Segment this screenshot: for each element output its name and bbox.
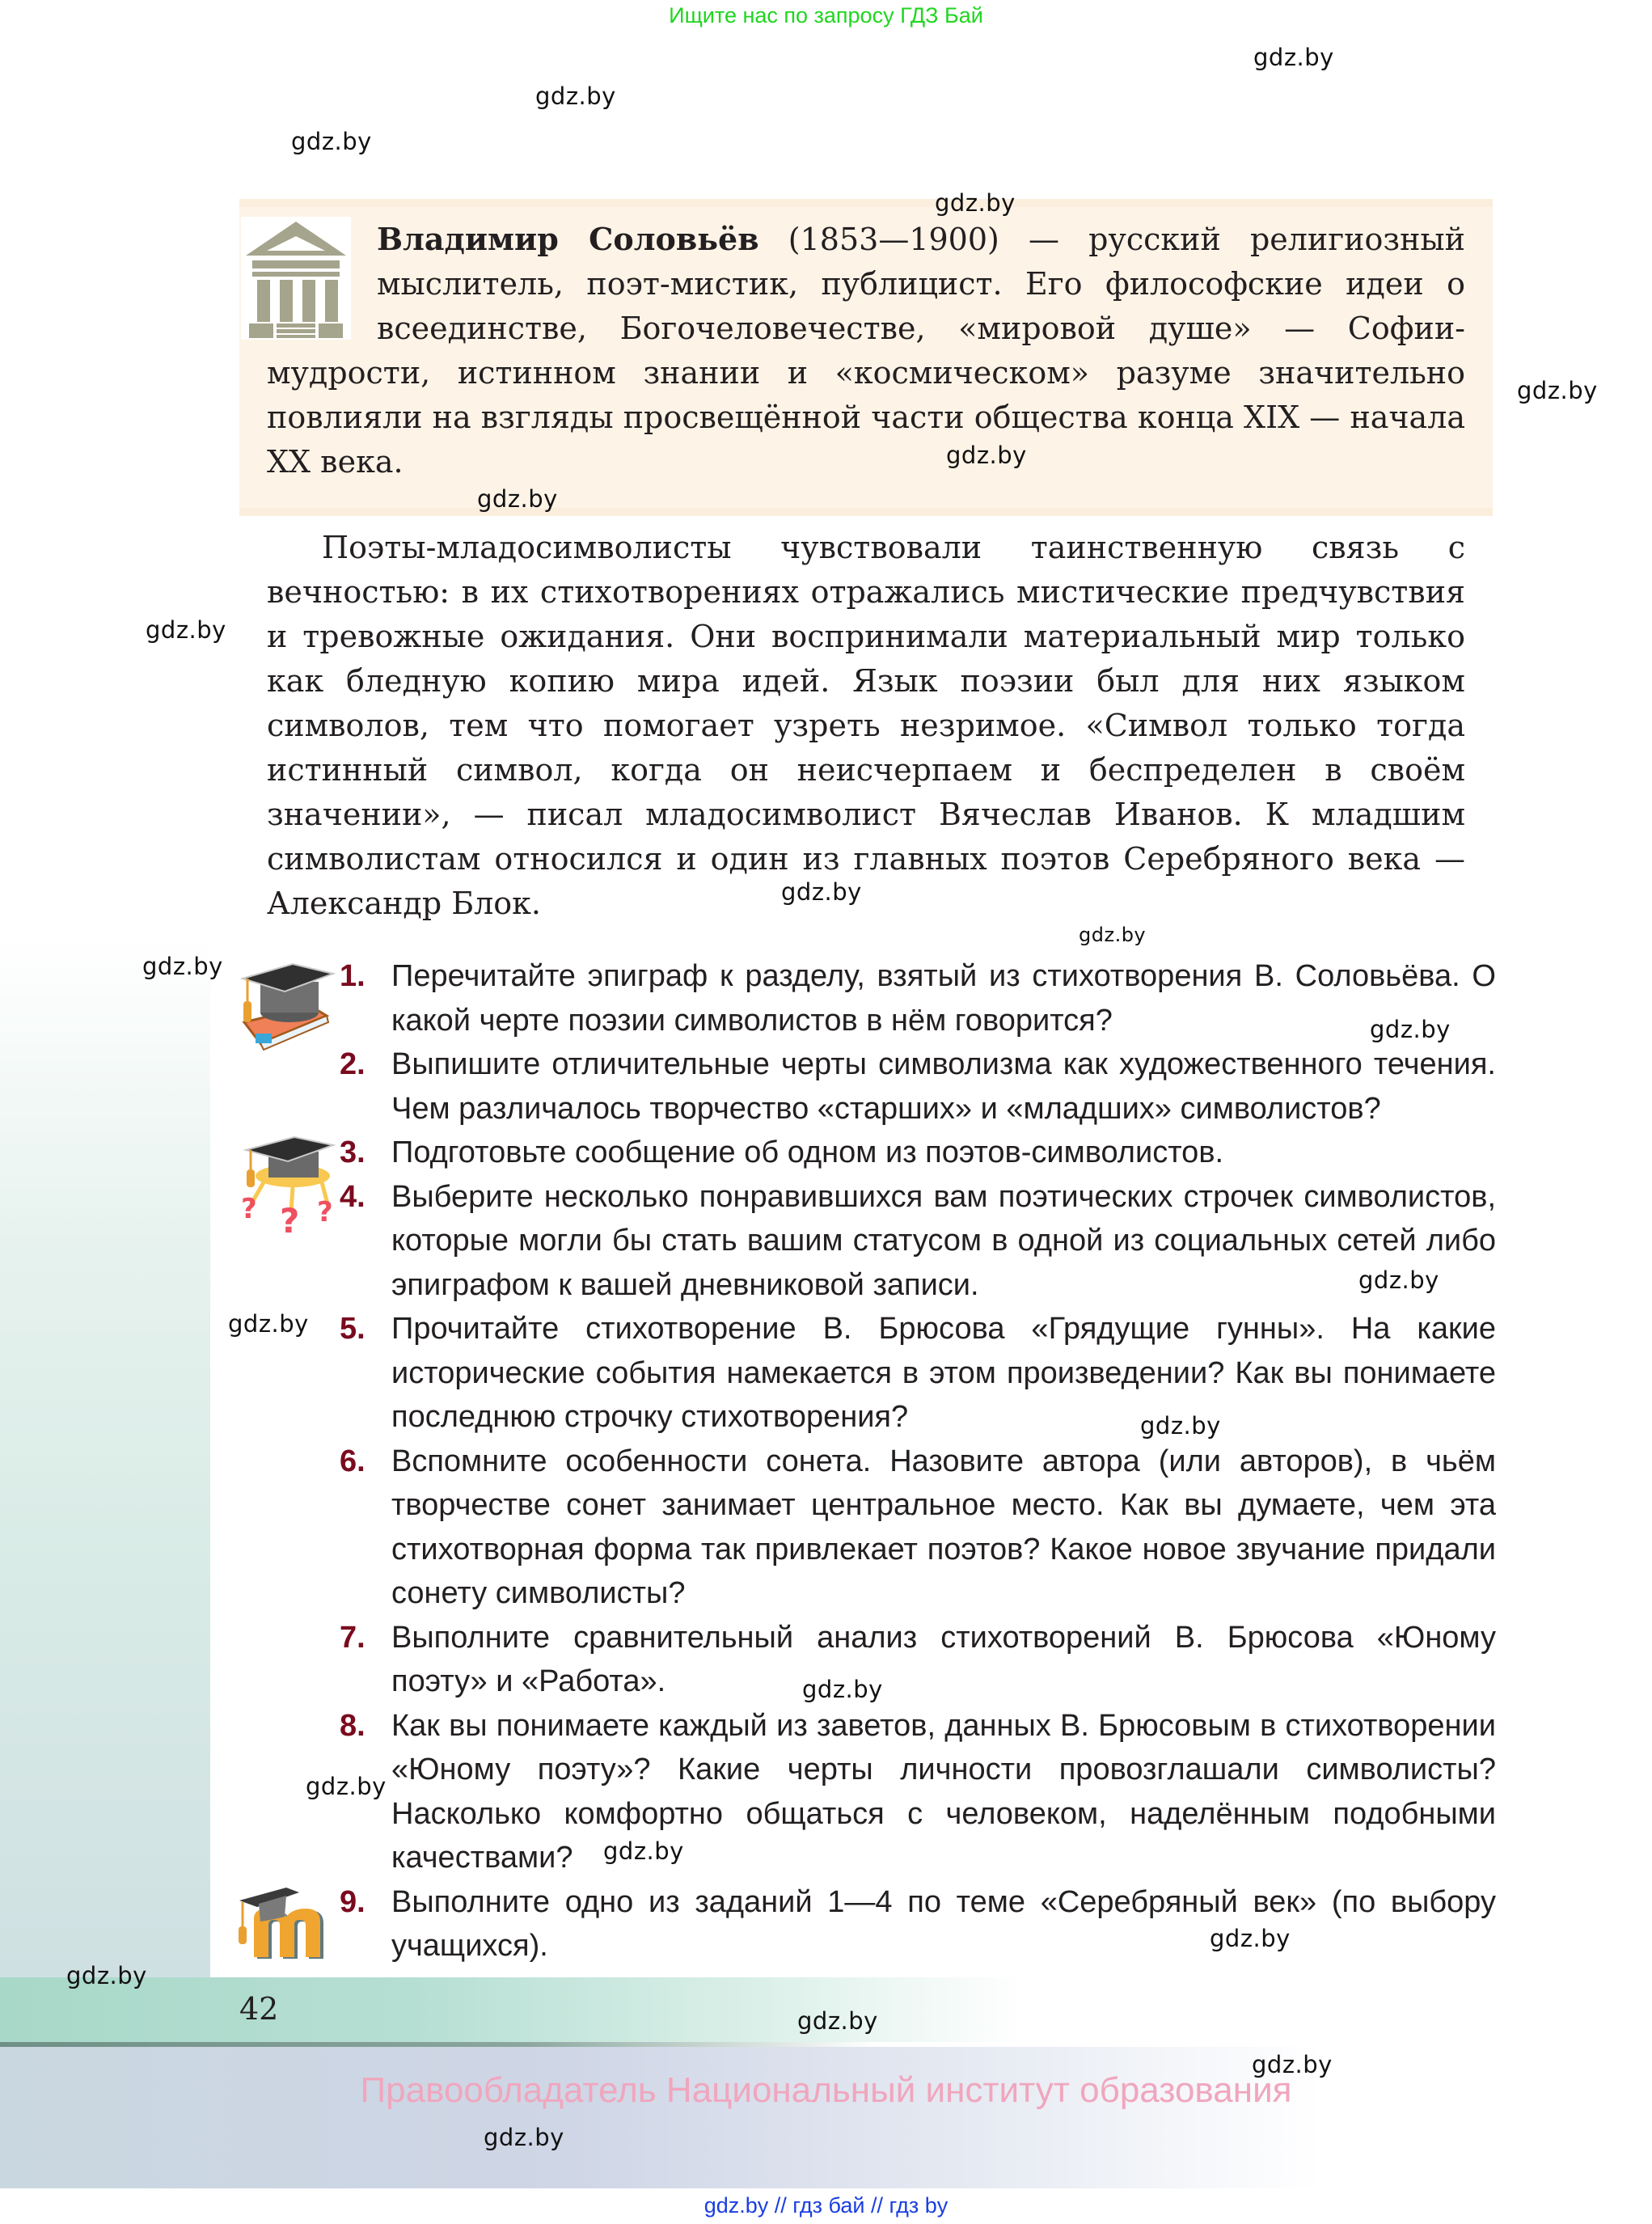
task-item: [340, 1131, 1496, 1175]
task-item: [340, 1704, 1496, 1880]
graduation-cap-book-icon: [236, 959, 336, 1057]
svg-text:?: ?: [241, 1193, 257, 1225]
watermark: gdz.by: [477, 485, 558, 513]
watermark: gdz.by: [1358, 1266, 1439, 1294]
left-decorative-strip: [0, 938, 210, 1981]
task-item: [340, 1175, 1496, 1308]
task-item: [340, 1616, 1496, 1704]
watermark: gdz.by: [66, 1962, 147, 1989]
main-paragraph: Поэты-младосимволисты чувствовали таинственную связь с вечностью: в их стихотворениях отражались мистические предчувствия и тревожные ожидания. Они воспринимали материальный мир только как бледную копию мира идей. Язык поэзии был для них языком символов, тем что помогает узреть незримое. «Символ только тогда истинный символ, когда он неисчерпаем и беспределен в своём значении», — писал младосимволист Вячеслав Иванов. К младшим символистам относился и один из главных поэтов Серебряного века — Александр Блок.: [267, 530, 1465, 921]
task-text: Выполните сравнительный анализ стихотворений В. Брюсова «Юному поэту» и «Работа».: [391, 1620, 1496, 1698]
watermark: gdz.by: [603, 1837, 684, 1865]
watermark: gdz.by: [1370, 1016, 1451, 1043]
task-text: Вспомните особенности сонета. Назовите автора (или авторов), в чьём творчестве сонет занимает центральное место. Как вы думаете, чем эта стихотворная форма так привлекает поэтов? Какое новое звучание придали сонету символисты?: [391, 1444, 1496, 1610]
task-text: Выберите несколько понравившихся вам поэтических строчек символистов, которые могли бы стать вашим статусом в одной из социальных сетей либо эпиграфом к вашей дневниковой записи.: [391, 1179, 1496, 1302]
watermark: gdz.by: [1252, 2051, 1333, 2078]
task-number: 6.: [340, 1444, 365, 1478]
info-description: (1853—1900) — русский религиозный мыслитель, поэт-мистик, публицист. Его философские идеи о всеединстве, Богочеловечестве, «мировой душе» — Софии-мудрости, истинном знании и «космическом» разуме значительно повлияли на взгляды просвещённой части общества конца XIX — начала XX века.: [267, 222, 1465, 480]
task-item: [340, 1042, 1496, 1131]
task-text: Выпишите отличительные черты символизма как художественного течения. Чем различалось творчество «старших» и «младших» символистов?: [391, 1047, 1496, 1126]
task-text: Прочитайте стихотворение В. Брюсова «Грядущие гунны». На какие исторические события намекается в этом произведении? Как вы понимаете последнюю строчку стихотворения?: [391, 1312, 1496, 1434]
watermark: gdz.by: [291, 128, 372, 155]
watermark: gdz.by: [306, 1773, 387, 1800]
graduation-cap-questions-icon: [239, 1134, 340, 1243]
info-box-text: [267, 217, 1465, 484]
watermark: gdz.by: [1210, 1925, 1291, 1952]
task-number: 3.: [340, 1135, 365, 1169]
watermark: gdz.by: [484, 2124, 564, 2151]
watermark: gdz.by: [935, 189, 1016, 217]
watermark: gdz.by: [797, 2007, 878, 2035]
moodle-m-icon: [236, 1884, 341, 1966]
task-number: 1.: [340, 959, 365, 993]
task-item: [340, 1880, 1496, 1968]
watermark: gdz.by: [1079, 924, 1147, 946]
top-banner: Ищите нас по запросу ГДЗ Бай: [669, 3, 983, 27]
page-number: 42: [239, 1991, 279, 2027]
watermark: gdz.by: [1140, 1412, 1221, 1440]
task-number: 8.: [340, 1708, 365, 1743]
task-number: 5.: [340, 1312, 365, 1346]
watermark: gdz.by: [1517, 377, 1598, 404]
watermark: gdz.by: [946, 442, 1027, 469]
task-item: [340, 1307, 1496, 1440]
watermark: gdz.by: [802, 1676, 883, 1703]
watermark: gdz.by: [535, 82, 616, 110]
task-text: Как вы понимаете каждый из заветов, данных В. Брюсовым в стихотворении «Юному поэту»? Какие черты личности провозглашали символисты? Насколько комфортно общаться с человеком, наделённым подобными качествами?: [391, 1708, 1496, 1875]
watermark: gdz.by: [142, 953, 223, 980]
watermark: gdz.by: [146, 616, 226, 644]
task-number: 7.: [340, 1620, 365, 1655]
task-number: 9.: [340, 1884, 365, 1919]
task-text: Выполните одно из заданий 1—4 по теме «Серебряный век» (по выбору учащихся).: [391, 1884, 1496, 1963]
task-number: 4.: [340, 1179, 365, 1214]
task-list: [340, 954, 1496, 1968]
task-number: 2.: [340, 1047, 365, 1081]
rights-holder-notice: Правообладатель Национальный институт образования: [360, 2070, 1292, 2110]
task-text: Подготовьте сообщение об одном из поэтов-символистов.: [391, 1135, 1224, 1169]
watermark: gdz.by: [781, 878, 862, 906]
svg-text:?: ?: [317, 1196, 333, 1228]
watermark: gdz.by: [1253, 44, 1334, 71]
task-item: [340, 1440, 1496, 1616]
footer-lower-band: [0, 2047, 1652, 2188]
person-name: Владимир Соловьёв: [377, 221, 759, 257]
task-item: [340, 954, 1496, 1042]
bottom-site-links[interactable]: gdz.by // гдз бай // гдз by: [703, 2193, 949, 2218]
watermark: gdz.by: [228, 1310, 309, 1338]
svg-text:?: ?: [280, 1201, 300, 1239]
task-text: Перечитайте эпиграф к разделу, взятый из стихотворения В. Соловьёва. О какой черте поэзии символистов в нём говорится?: [391, 959, 1496, 1038]
